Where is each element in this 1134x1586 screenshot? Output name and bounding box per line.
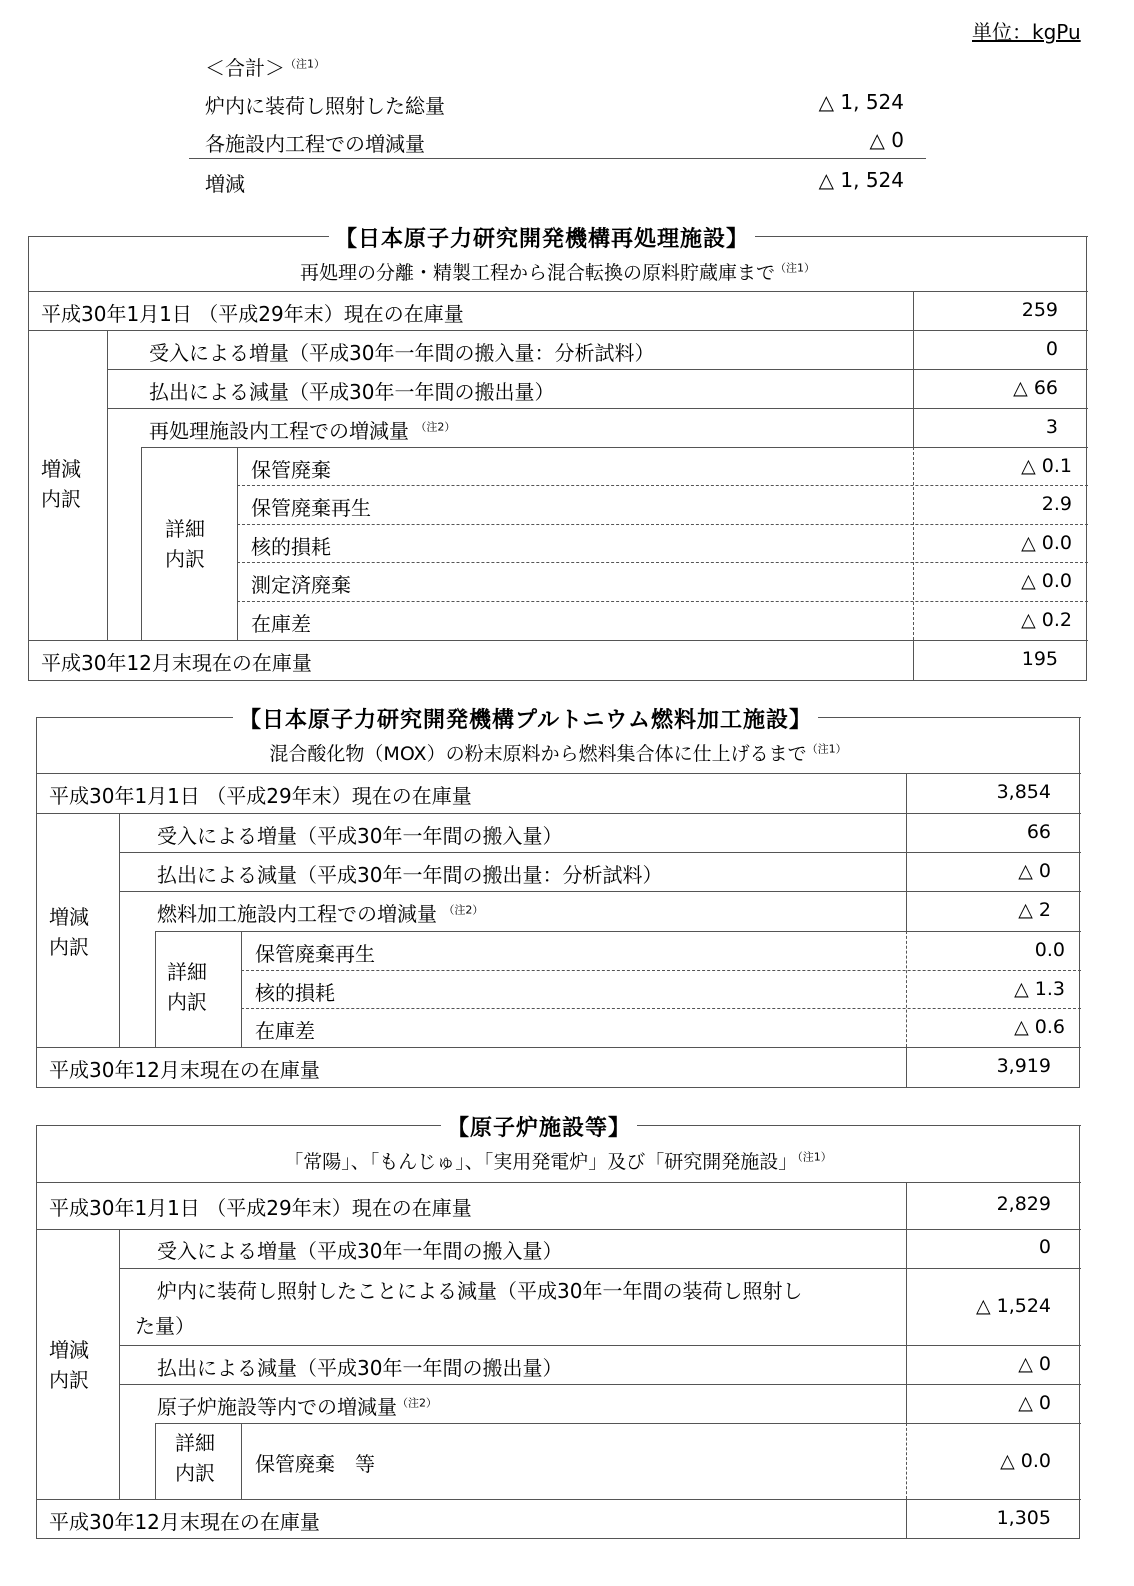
subtitle-note: （注1） (797, 1150, 832, 1164)
breakdown-group-label: 増減内訳 (41, 457, 81, 511)
detail-value: 2.9 (1041, 493, 1072, 515)
row-value: 0 (1045, 338, 1058, 360)
detail-label: 在庫差 (255, 1019, 315, 1043)
subtitle-note: （注1） (775, 261, 815, 275)
end-inventory-value: 195 (1021, 648, 1058, 670)
reactor-facilities-table (36, 1116, 1080, 1539)
section-subtitle (37, 739, 1079, 766)
detail-label: 核的損耗 (255, 981, 335, 1005)
row-label: 払出による減量（平成30年一年間の搬出量） (157, 1356, 563, 1380)
row-label: 受入による増量（平成30年一年間の搬入量） (157, 824, 563, 848)
row-note: （注2） (415, 420, 456, 434)
detail-label: 核的損耗 (251, 535, 331, 559)
summary-divider (189, 158, 926, 159)
section-title: 【日本原子力研究開発機構プルトニウム燃料加工施設】 (233, 703, 818, 734)
end-inventory-label: 平成30年12月末現在の在庫量 (49, 1510, 320, 1534)
row-label: 払出による減量（平成30年一年間の搬出量：分析試料） (157, 863, 663, 887)
row-note: （注2） (443, 903, 484, 917)
detail-label: 保管廃棄 等 (255, 1452, 375, 1476)
subtitle-note: （注1） (806, 742, 847, 756)
summary-row-label: 各施設内工程での増減量 (205, 132, 425, 156)
row-label: 受入による増量（平成30年一年間の搬入量） (157, 1239, 563, 1263)
section-subtitle (37, 1147, 1079, 1174)
row-label: 払出による減量（平成30年一年間の搬出量） (149, 380, 555, 404)
detail-label: 保管廃棄再生 (255, 942, 375, 966)
summary-row-value: △ 1, 524 (818, 90, 904, 114)
detail-label: 在庫差 (251, 612, 311, 636)
row-value: △ 2 (1018, 899, 1051, 921)
row-value: △ 1,524 (975, 1295, 1051, 1317)
row-value: △ 0 (1018, 860, 1051, 882)
detail-value: 0.0 (1034, 939, 1065, 961)
section-title: 【日本原子力研究開発機構再処理施設】 (329, 222, 755, 253)
detail-label: 保管廃棄再生 (251, 496, 371, 520)
detail-group-label: 詳細内訳 (175, 1431, 215, 1485)
row-value: △ 66 (1013, 377, 1058, 399)
summary-note: （注1） (285, 57, 325, 71)
end-inventory-value: 1,305 (996, 1507, 1051, 1529)
detail-label: 測定済廃棄 (251, 573, 351, 597)
summary-row-label: 炉内に装荷し照射した総量 (205, 94, 445, 118)
start-inventory-value: 2,829 (996, 1193, 1051, 1215)
row-label (157, 1391, 437, 1420)
summary-total-value: △ 1, 524 (818, 168, 904, 192)
detail-value: △ 0.0 (1021, 570, 1072, 592)
row-label: 炉内に装荷し照射したことによる減量（平成30年一年間の装荷し照射し (157, 1279, 803, 1303)
detail-value: △ 0.6 (1014, 1016, 1065, 1038)
detail-value: △ 0.0 (1021, 532, 1072, 554)
start-inventory-value: 259 (1021, 299, 1058, 321)
end-inventory-label: 平成30年12月末現在の在庫量 (49, 1058, 320, 1082)
summary-heading (205, 52, 325, 81)
detail-label: 保管廃棄 (251, 458, 331, 482)
detail-value: △ 0.1 (1021, 455, 1072, 477)
row-value: 3 (1045, 416, 1058, 438)
subtitle-text: 混合酸化物（MOX）の粉末原料から燃料集合体に仕上げるまで (269, 743, 807, 765)
subtitle-text: 「常陽」、「もんじゅ」、「実用発電炉」及び「研究開発施設」 (284, 1151, 798, 1173)
detail-group-label: 詳細内訳 (165, 517, 205, 571)
summary-total-label: 増減 (205, 172, 245, 196)
unit-label: 単位：kgPu (972, 20, 1081, 44)
row-label-continuation: た量） (135, 1314, 195, 1338)
detail-value: △ 1.3 (1014, 978, 1065, 1000)
reprocessing-facility-table (28, 227, 1087, 681)
detail-value: △ 0.0 (1000, 1450, 1051, 1472)
detail-group-label: 詳細内訳 (167, 960, 207, 1014)
start-inventory-label: 平成30年1月1日 （平成29年末）現在の在庫量 (49, 784, 472, 808)
row-label-text: 再処理施設内工程での増減量 (149, 419, 409, 443)
end-inventory-label: 平成30年12月末現在の在庫量 (41, 651, 312, 675)
detail-value: △ 0.2 (1021, 609, 1072, 631)
section-title: 【原子炉施設等】 (441, 1111, 637, 1142)
subtitle-text: 再処理の分離・精製工程から混合転換の原料貯蔵庫まで (299, 262, 775, 284)
row-label-text: 燃料加工施設内工程での増減量 (157, 902, 437, 926)
row-value: △ 0 (1018, 1392, 1051, 1414)
row-note: （注2） (397, 1396, 437, 1410)
breakdown-group-label: 増減内訳 (49, 905, 89, 959)
summary-row-value: △ 0 (869, 128, 904, 152)
summary-heading-text: ＜合計＞ (205, 56, 285, 80)
row-label (157, 898, 483, 927)
row-value: 0 (1038, 1236, 1051, 1258)
plutonium-fuel-facility-table (36, 708, 1080, 1088)
row-label-text: 原子炉施設等内での増減量 (157, 1395, 397, 1419)
start-inventory-label: 平成30年1月1日 （平成29年末）現在の在庫量 (41, 302, 464, 326)
start-inventory-value: 3,854 (996, 781, 1051, 803)
breakdown-group-label: 増減内訳 (49, 1338, 89, 1392)
row-value: △ 0 (1018, 1353, 1051, 1375)
row-label: 受入による増量（平成30年一年間の搬入量：分析試料） (149, 341, 655, 365)
row-label (149, 415, 455, 444)
row-value: 66 (1026, 821, 1051, 843)
section-subtitle (29, 258, 1086, 285)
end-inventory-value: 3,919 (996, 1055, 1051, 1077)
start-inventory-label: 平成30年1月1日 （平成29年末）現在の在庫量 (49, 1196, 472, 1220)
